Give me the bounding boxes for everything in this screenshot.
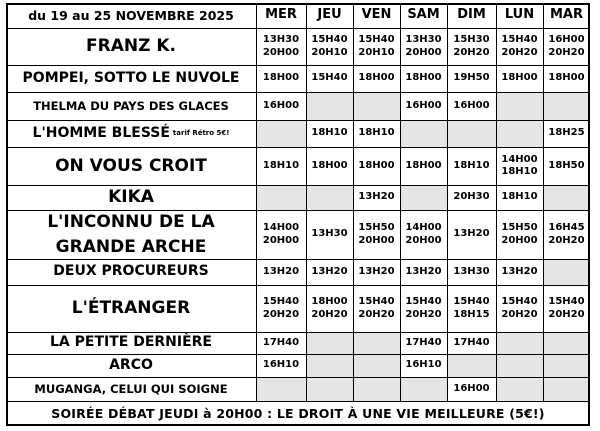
showtime: 18H15: [453, 308, 490, 320]
showtime-cell: [496, 147, 543, 185]
showtime: 16H00: [262, 99, 300, 111]
schedule-table: [6, 3, 590, 426]
showtime-cell: [496, 28, 543, 65]
showtime-cell: [306, 285, 353, 332]
showtime-cell: [496, 120, 543, 147]
showtime-cell: [306, 28, 353, 65]
period-title-text: du 19 au 25 NOVEMBRE 2025: [28, 7, 234, 23]
showtime: 13H20: [262, 265, 300, 277]
showtime-cell: [306, 354, 353, 377]
footer-text: SOIRÉE DÉBAT JEUDI à 20H00 : LE DROIT À UNE VIE MEILLEURE (5€!): [51, 405, 545, 421]
showtime-cell: [353, 285, 400, 332]
showtime: 18H00: [405, 72, 442, 84]
grid-line: [6, 332, 590, 333]
day-label: MER: [265, 7, 297, 23]
showtime: 15H30: [453, 34, 490, 45]
showtime: 20H00: [262, 46, 300, 58]
film-title-line: [55, 154, 207, 179]
showtime-cell: [400, 92, 447, 120]
showtime-cell: [306, 185, 353, 210]
grid-line: [6, 3, 8, 426]
grid-line: [6, 401, 590, 402]
film-title-text: LA PETITE DERNIÈRE: [50, 334, 212, 351]
showtime-cell: [496, 210, 543, 259]
showtime-cell: [353, 259, 400, 285]
showtime-cell: [543, 65, 590, 92]
showtime-cell: [496, 65, 543, 92]
showtime: 18H00: [501, 72, 538, 84]
showtime-cell: [400, 65, 447, 92]
showtime: 18H25: [548, 127, 585, 139]
showtime: 13H30: [405, 34, 442, 45]
showtime: 20H20: [548, 46, 585, 58]
film-title-line: [53, 263, 208, 281]
showtime-cell: [447, 28, 496, 65]
film-title: [6, 92, 256, 120]
showtime: 13H20: [311, 265, 348, 277]
showtime: 20H00: [405, 234, 442, 246]
showtime-cell: [496, 285, 543, 332]
day-header-ven: [353, 3, 400, 28]
showtime: 20H30: [453, 191, 490, 203]
film-title-text: THELMA DU PAYS DES GLACES: [33, 98, 229, 113]
film-title-text: L'ÉTRANGER: [71, 298, 191, 319]
showtime-cell: [256, 259, 306, 285]
grid-line: [6, 147, 590, 148]
film-title: [6, 377, 256, 401]
grid-line: [6, 424, 590, 426]
grid-line: [496, 3, 497, 401]
showtime: 13H20: [501, 265, 538, 277]
showtime: 15H50: [358, 222, 395, 233]
showtime: 20H10: [358, 46, 395, 58]
film-title-text: ARCO: [109, 356, 153, 373]
showtime: 13H20: [358, 191, 395, 203]
showtime: 18H00: [311, 296, 348, 307]
showtime-cell: [353, 377, 400, 401]
day-label: JEU: [317, 7, 342, 23]
showtime-cell: [543, 377, 590, 401]
showtime-cell: [256, 65, 306, 92]
showtime: 16H00: [405, 99, 442, 111]
showtime-cell: [400, 285, 447, 332]
day-label: MAR: [549, 7, 583, 23]
day-header-dim: [447, 3, 496, 28]
grid-line: [306, 3, 307, 401]
showtime-cell: [496, 185, 543, 210]
showtime-cell: [306, 147, 353, 185]
film-title-text: DEUX PROCUREURS: [53, 263, 209, 280]
film-title-line: L'INCONNU DE LA: [47, 211, 215, 232]
film-title: [6, 147, 256, 185]
showtime-cell: [353, 354, 400, 377]
film-title-line: [86, 34, 176, 59]
showtime: 18H00: [358, 72, 395, 84]
grid-line: [6, 377, 590, 378]
showtime-cell: [447, 185, 496, 210]
showtime-cell: [447, 285, 496, 332]
showtime-cell: [256, 147, 306, 185]
showtime: 16H00: [453, 99, 490, 111]
showtime-cell: [543, 185, 590, 210]
showtime: 20H20: [358, 308, 395, 320]
showtime: 13H30: [453, 265, 490, 277]
showtime: 15H40: [453, 296, 490, 307]
showtime-cell: [400, 120, 447, 147]
showtime-cell: [447, 332, 496, 354]
day-label: DIM: [457, 7, 486, 23]
grid-line: [6, 3, 590, 5]
showtime: 18H10: [501, 166, 538, 177]
showtime-cell: [447, 65, 496, 92]
showtime: 15H40: [548, 296, 585, 307]
showtime-cell: [256, 92, 306, 120]
showtime-cell: [400, 354, 447, 377]
showtime-cell: [447, 377, 496, 401]
grid-line: [6, 354, 590, 355]
showtime-cell: [353, 120, 400, 147]
grid-line: [400, 3, 401, 401]
film-title-line: [109, 357, 153, 375]
showtime: 20H20: [548, 234, 585, 246]
showtime: 15H40: [501, 296, 538, 307]
day-label: SAM: [407, 7, 440, 23]
film-title: [6, 210, 256, 259]
showtime: 20H10: [311, 46, 348, 58]
showtime-cell: [447, 120, 496, 147]
showtime-cell: [400, 377, 447, 401]
showtime-cell: [256, 185, 306, 210]
day-header-mer: [256, 3, 306, 28]
showtime-cell: [496, 92, 543, 120]
showtime-cell: [543, 92, 590, 120]
showtime: 14H00: [501, 153, 538, 165]
showtime: 19H50: [453, 72, 490, 84]
showtime: 20H00: [262, 234, 300, 246]
showtime-cell: [496, 354, 543, 377]
showtime-cell: [400, 147, 447, 185]
showtime: 20H00: [405, 46, 442, 58]
showtime: 18H10: [262, 159, 300, 171]
film-title-line: [33, 125, 230, 143]
film-title: [6, 285, 256, 332]
showtime: 16H10: [262, 359, 300, 371]
film-title-line: [33, 99, 229, 113]
showtime: 17H40: [453, 336, 490, 348]
grid-line: [6, 65, 590, 66]
grid-line: [6, 120, 590, 121]
showtime: 16H45: [548, 222, 585, 233]
film-title-text: L'HOMME BLESSÉ: [32, 124, 170, 141]
showtime: 14H00: [405, 222, 442, 233]
showtime-cell: [447, 147, 496, 185]
film-title: [6, 28, 256, 65]
grid-line: [256, 3, 257, 401]
film-title-line: GRANDE ARCHE: [55, 236, 207, 257]
film-title-line: [72, 296, 190, 321]
showtime: 18H10: [501, 191, 538, 203]
grid-line: [6, 285, 590, 286]
film-title: [6, 259, 256, 285]
showtime-cell: [306, 120, 353, 147]
showtime-cell: [353, 332, 400, 354]
day-header-lun: [496, 3, 543, 28]
showtime: 18H00: [311, 159, 348, 171]
showtime: 16H00: [453, 382, 490, 394]
showtime: 13H30: [311, 228, 348, 240]
showtime: 20H00: [358, 234, 395, 246]
grid-line: [353, 3, 354, 401]
film-title-text: MUGANGA, CELUI QUI SOIGNE: [34, 381, 228, 396]
film-title-text: KIKA: [108, 187, 154, 208]
showtime-cell: [306, 259, 353, 285]
showtime-cell: [256, 28, 306, 65]
showtime-cell: [306, 332, 353, 354]
showtime: 17H40: [405, 336, 442, 348]
showtime-cell: [543, 147, 590, 185]
showtime-cell: [400, 259, 447, 285]
showtime-cell: [353, 147, 400, 185]
period-title: [6, 3, 256, 28]
film-title-line: [50, 334, 212, 352]
footer-banner: [6, 401, 590, 426]
grid-line: [6, 210, 590, 211]
grid-line: [588, 3, 590, 426]
film-title: [6, 120, 256, 147]
showtime-cell: [543, 285, 590, 332]
grid-line: [6, 92, 590, 93]
film-title-line: [23, 70, 240, 88]
showtime: 13H20: [358, 265, 395, 277]
showtime-cell: [353, 65, 400, 92]
day-header-mar: [543, 3, 590, 28]
showtime-cell: [306, 65, 353, 92]
day-label: LUN: [504, 7, 535, 23]
showtime: 18H10: [311, 127, 348, 139]
day-header-jeu: [306, 3, 353, 28]
showtime: 15H40: [358, 34, 395, 45]
film-title-line: [108, 185, 154, 210]
showtime-cell: [353, 185, 400, 210]
grid-line: [543, 3, 544, 401]
showtime: 20H20: [501, 46, 538, 58]
showtime: 15H40: [501, 34, 538, 45]
showtime-cell: [400, 332, 447, 354]
showtime: 15H50: [501, 222, 538, 233]
showtime: 15H40: [358, 296, 395, 307]
showtime-cell: [256, 332, 306, 354]
showtime: 20H00: [501, 234, 538, 246]
film-title: [6, 332, 256, 354]
showtime-cell: [353, 210, 400, 259]
showtime: 15H40: [311, 34, 348, 45]
showtime: 20H20: [501, 308, 538, 320]
showtime: 16H00: [548, 34, 585, 45]
showtime: 14H00: [262, 222, 300, 233]
showtime-cell: [496, 377, 543, 401]
showtime: 20H20: [548, 308, 585, 320]
showtime: 13H20: [405, 265, 442, 277]
showtime: 20H20: [453, 46, 490, 58]
showtime-cell: [400, 210, 447, 259]
film-title-text: FRANZ K.: [86, 36, 176, 57]
showtime: 20H20: [405, 308, 442, 320]
showtime-cell: [543, 332, 590, 354]
showtime: 15H40: [311, 72, 348, 84]
showtime-cell: [256, 354, 306, 377]
showtime: 13H30: [262, 34, 300, 45]
showtime: 18H00: [548, 72, 585, 84]
showtime-cell: [496, 259, 543, 285]
showtime: 18H00: [405, 159, 442, 171]
showtime-cell: [400, 28, 447, 65]
grid-line: [6, 259, 590, 260]
showtime-cell: [306, 210, 353, 259]
showtime-cell: [447, 92, 496, 120]
showtime: 15H40: [262, 296, 300, 307]
showtime-cell: [543, 28, 590, 65]
showtime-cell: [306, 377, 353, 401]
showtime-cell: [447, 354, 496, 377]
showtime-cell: [256, 377, 306, 401]
showtime: 18H50: [548, 159, 585, 171]
film-title: [6, 354, 256, 377]
showtime: 15H40: [405, 296, 442, 307]
showtime-cell: [353, 92, 400, 120]
grid-line: [6, 28, 590, 29]
showtime-cell: [543, 259, 590, 285]
grid-line: [447, 3, 448, 401]
showtime-cell: [543, 354, 590, 377]
showtime-cell: [306, 92, 353, 120]
showtime: 20H20: [311, 308, 348, 320]
showtime-cell: [447, 210, 496, 259]
film-title-text: ON VOUS CROIT: [55, 155, 207, 176]
showtime-cell: [496, 332, 543, 354]
film-title: [6, 65, 256, 92]
film-title: [6, 185, 256, 210]
showtime-cell: [353, 28, 400, 65]
grid-line: [6, 185, 590, 186]
showtime-cell: [256, 120, 306, 147]
tarif-note: tarif Rétro 5€!: [172, 129, 230, 138]
film-title-text: POMPEI, SOTTO LE NUVOLE: [22, 69, 240, 86]
showtime: 20H20: [262, 308, 300, 320]
showtime: 16H10: [405, 359, 442, 371]
showtime: 18H00: [262, 72, 300, 84]
day-header-sam: [400, 3, 447, 28]
showtime: 18H10: [358, 127, 395, 139]
showtime: 17H40: [262, 336, 300, 348]
showtime: 13H20: [453, 228, 490, 240]
showtime: 18H00: [358, 159, 395, 171]
showtime-cell: [256, 285, 306, 332]
showtime-cell: [400, 185, 447, 210]
showtime-cell: [447, 259, 496, 285]
showtime-cell: [543, 120, 590, 147]
film-title-line: [34, 382, 227, 396]
showtime-cell: [256, 210, 306, 259]
showtime-cell: [543, 210, 590, 259]
day-label: VEN: [361, 7, 392, 23]
showtime: 18H10: [453, 159, 490, 171]
